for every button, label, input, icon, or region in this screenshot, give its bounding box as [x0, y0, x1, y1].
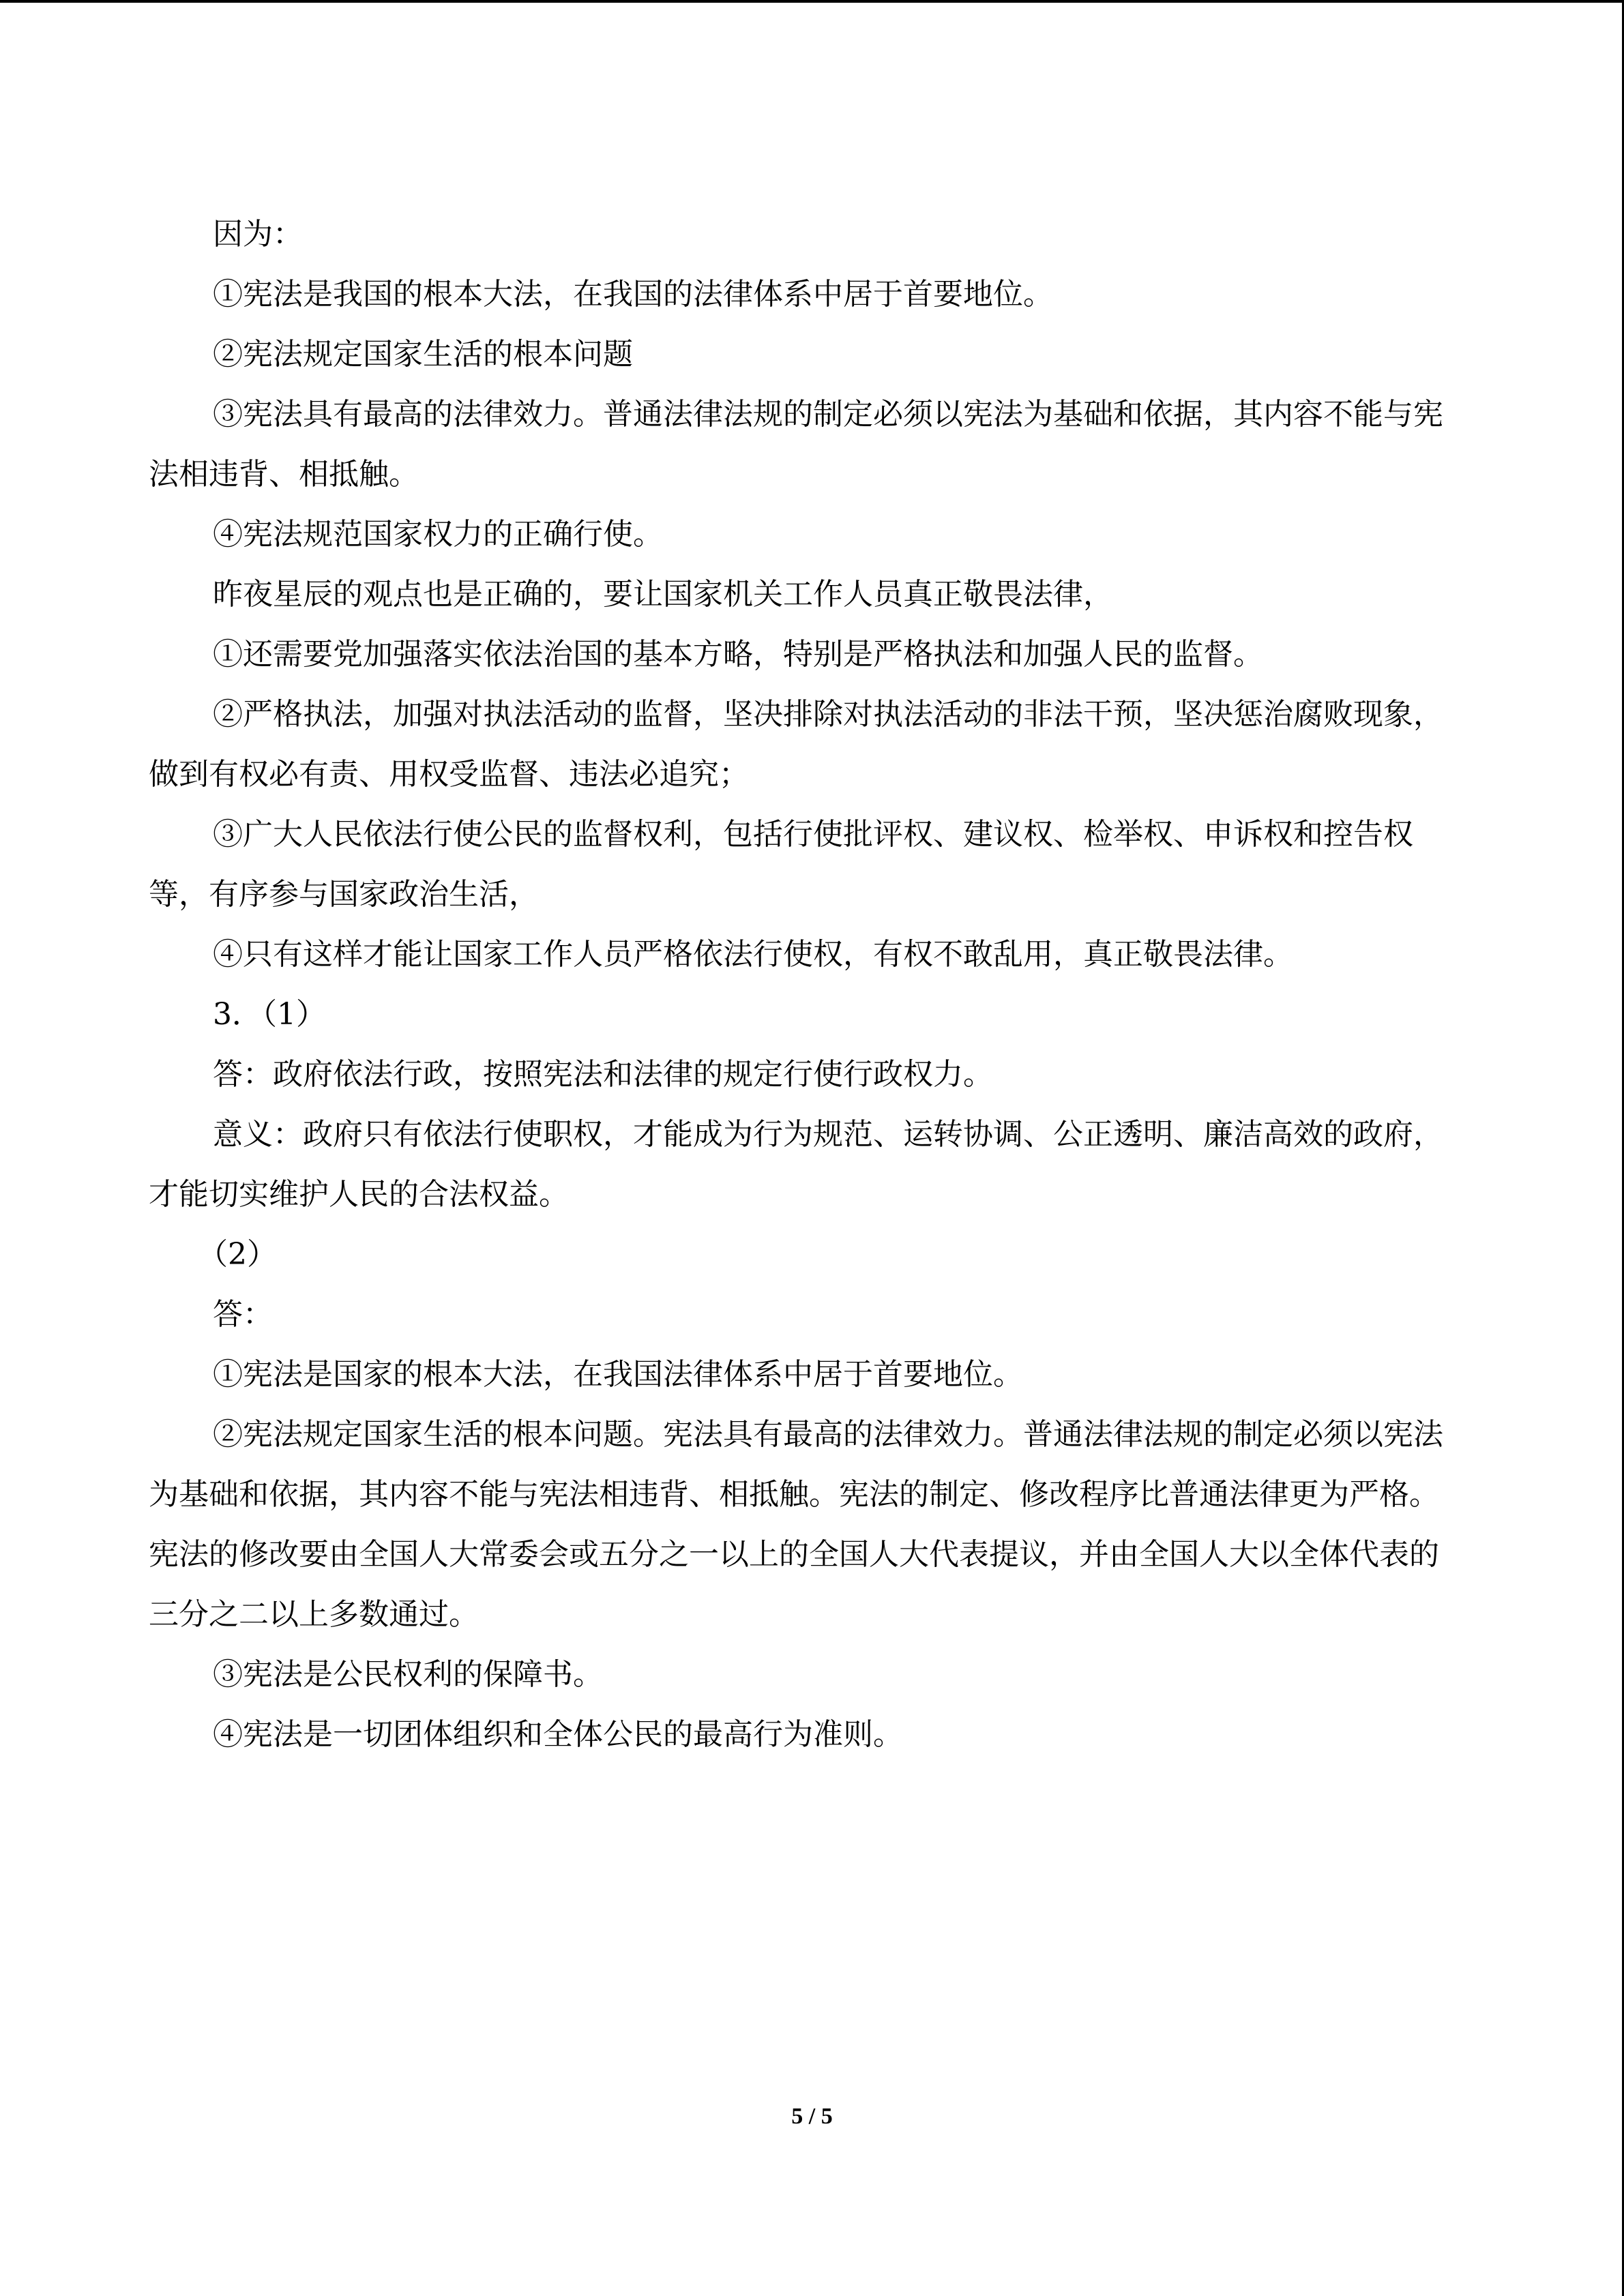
paragraph-because: 因为： — [213, 217, 303, 252]
paragraph-viewpoint-4: ④只有这样才能让国家工作人员严格依法行使权，有权不敢乱用，真正敬畏法律。 — [213, 937, 1293, 972]
question-3-part-2-point-1: ①宪法是国家的根本大法，在我国法律体系中居于首要地位。 — [213, 1357, 1023, 1392]
paragraph-reason-1: ①宪法是我国的根本大法，在我国的法律体系中居于首要地位。 — [213, 277, 1053, 312]
paragraph-viewpoint-2: ②严格执法，加强对执法活动的监督，坚决排除对执法活动的非法干预，坚决惩治腐败现象，做到有权必有责、用权受监督、违法必追究； — [149, 697, 1443, 792]
page-number: 5 / 5 — [791, 2104, 833, 2129]
page-border-top — [0, 0, 1624, 3]
question-3-part-2-answer-label: 答： — [213, 1297, 273, 1332]
question-3-part-1-heading: 3．（1） — [213, 997, 326, 1032]
question-3-part-2-point-2: ②宪法规定国家生活的根本问题。宪法具有最高的法律效力。普通法律法规的制定必须以宪法为基础和依据，其内容不能与宪法相违背、相抵触。宪法的制定、修改程序比普通法律更为严格。宪法的修改要由全国人大常委会或五分之一以上的全国人大代表提议，并由全国人大以全体代表的三分之二以上多数通过。 — [149, 1417, 1443, 1632]
question-3-part-2-heading: （2） — [198, 1237, 277, 1272]
question-3-part-2-point-3: ③宪法是公民权利的保障书。 — [213, 1657, 603, 1692]
paragraph-reason-4: ④宪法规范国家权力的正确行使。 — [213, 517, 663, 552]
paragraph-reason-2: ②宪法规定国家生活的根本问题 — [213, 337, 633, 372]
question-3-part-1-significance: 意义：政府只有依法行使职权，才能成为行为规范、运转协调、公正透明、廉洁高效的政府，才能切实维护人民的合法权益。 — [149, 1117, 1443, 1212]
paragraph-viewpoint-1: ①还需要党加强落实依法治国的基本方略，特别是严格执法和加强人民的监督。 — [213, 637, 1263, 672]
document-body — [149, 205, 1458, 1765]
paragraph-viewpoint-3: ③广大人民依法行使公民的监督权利，包括行使批评权、建议权、检举权、申诉权和控告权等，有序参与国家政治生活， — [149, 817, 1413, 912]
question-3-part-1-answer: 答：政府依法行政，按照宪法和法律的规定行使行政权力。 — [213, 1057, 993, 1092]
paragraph-viewpoint: 昨夜星辰的观点也是正确的，要让国家机关工作人员真正敬畏法律， — [213, 577, 1113, 612]
question-3-part-2-point-4: ④宪法是一切团体组织和全体公民的最高行为准则。 — [213, 1717, 903, 1752]
paragraph-reason-3: ③宪法具有最高的法律效力。普通法律法规的制定必须以宪法为基础和依据，其内容不能与宪法相违背、相抵触。 — [149, 397, 1443, 492]
